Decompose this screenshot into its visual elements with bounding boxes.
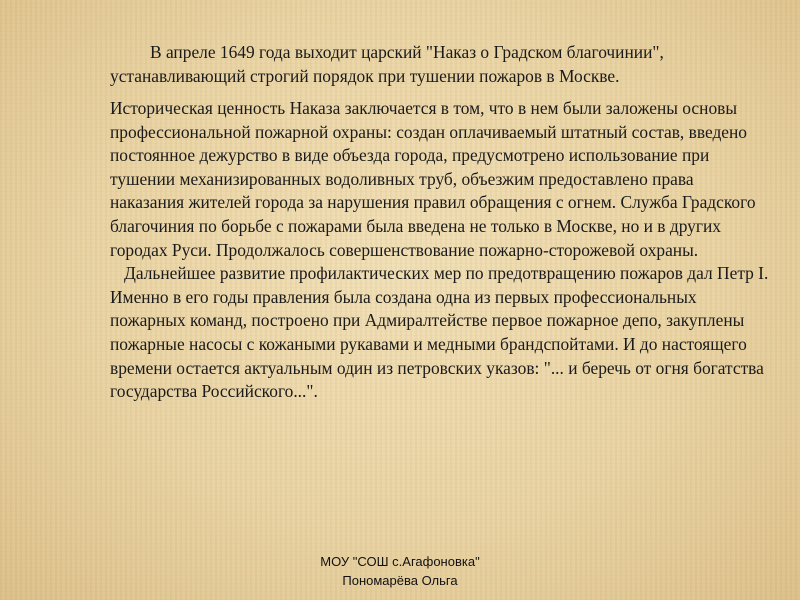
paragraph-decree-1649: В апреле 1649 года выходит царский "Наказ о Градском благочинии", устанавливающий строгий порядок при тушении пожаров в Москве. <box>110 42 664 86</box>
paragraph-historical-value: Историческая ценность Наказа заключается в том, что в нем были заложены основы профессиональной пожарной охраны: создан оплачиваемый штатный состав, введено постоянное дежурство в виде объезда города, предусмотрено использование при тушении механизированных водоливных труб, объезжим предоставлено права наказания жителей города за нарушения правил обращения с огнем. Служба Градского благочиния по борьбе с пожарами была введена не только в Москве, но и в других городах Руси. Продолжалось совершенствование пожарно-сторожевой охраны. <box>110 98 756 260</box>
paragraph-peter-the-first: Дальнейшее развитие профилактических мер по предотвращению пожаров дал Петр I. Именно в его годы правления была создана одна из первых профессиональных пожарных команд, построено при Адмиралтействе первое пожарное депо, закуплены пожарные насосы с кожаными рукавами и медными брандспойтами. И до настоящего времени остается актуальным один из петровских указов: "... и беречь от огня богатства государства Российского...". <box>110 263 769 402</box>
slide-text-block <box>110 40 770 404</box>
footer-school-name: МОУ "СОШ с.Агафоновка" <box>320 554 480 569</box>
footer-author-name: Пономарёва Ольга <box>342 573 458 588</box>
slide-footer <box>0 552 800 590</box>
